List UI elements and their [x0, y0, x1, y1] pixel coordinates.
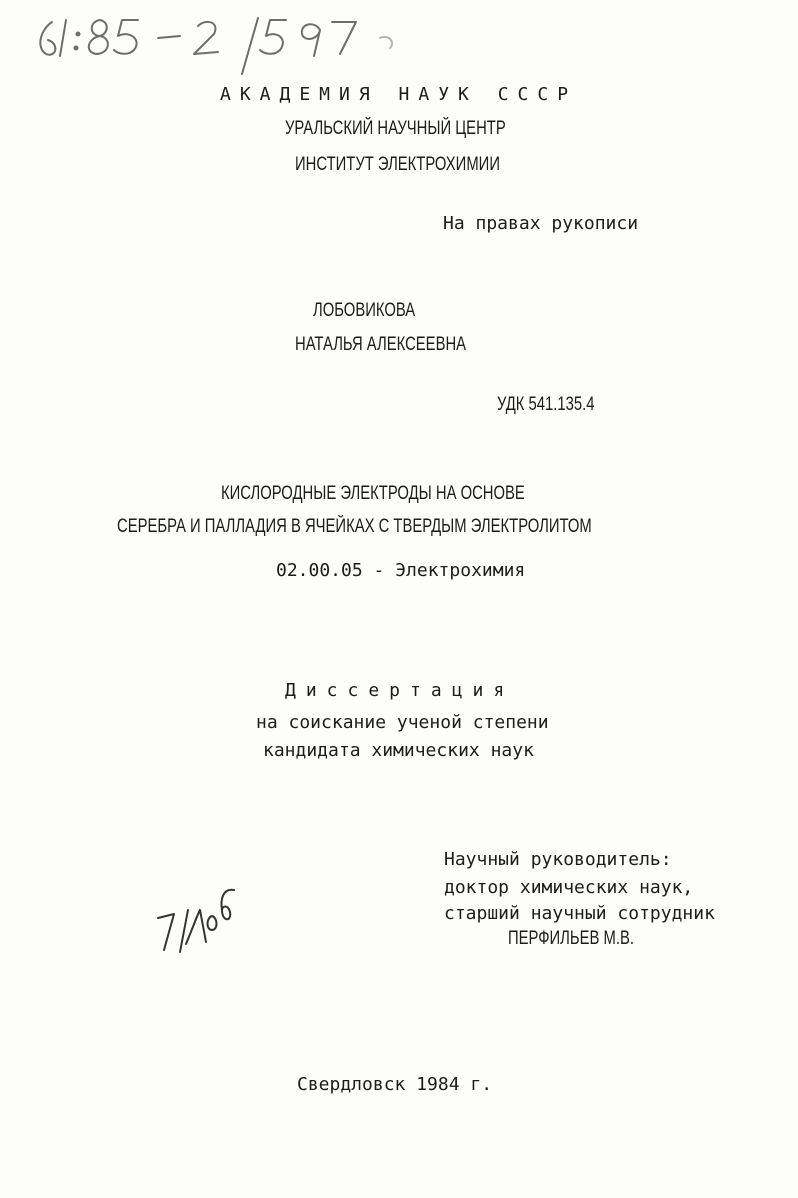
handwritten-annotation [150, 880, 240, 965]
supervisor-name: ПЕРФИЛЬЕВ М.В. [508, 928, 634, 949]
author-given-names: НАТАЛЬЯ АЛЕКСЕЕВНА [295, 334, 467, 355]
handwritten-catalog-number [30, 8, 410, 78]
center-name: УРАЛЬСКИЙ НАУЧНЫЙ ЦЕНТР [285, 118, 506, 139]
supervisor-degree: доктор химических наук, [444, 877, 694, 898]
udc-code: УДК 541.135.4 [497, 394, 595, 415]
author-surname: ЛОБОВИКОВА [313, 300, 416, 321]
degree-line2: кандидата химических наук [263, 740, 534, 761]
degree-line1: на соискание ученой степени [256, 712, 549, 733]
manuscript-note: На правах рукописи [443, 213, 639, 234]
supervisor-label: Научный руководитель: [444, 849, 672, 870]
specialty-code: 02.00.05 - Электрохимия [276, 560, 526, 581]
academy-name: АКАДЕМИЯ НАУК СССР [220, 84, 578, 105]
place-year: Свердловск 1984 г. [297, 1074, 493, 1095]
supervisor-position: старший научный сотрудник [444, 903, 715, 924]
document-type: Диссертация [285, 680, 515, 701]
dissertation-title-line2: СЕРЕБРА И ПАЛЛАДИЯ В ЯЧЕЙКАХ С ТВЕРДЫМ ЭЛЕКТРОЛИТОМ [117, 516, 592, 537]
dissertation-title-line1: КИСЛОРОДНЫЕ ЭЛЕКТРОДЫ НА ОСНОВЕ [221, 483, 525, 504]
institute-name: ИНСТИТУТ ЭЛЕКТРОХИМИИ [295, 154, 500, 175]
